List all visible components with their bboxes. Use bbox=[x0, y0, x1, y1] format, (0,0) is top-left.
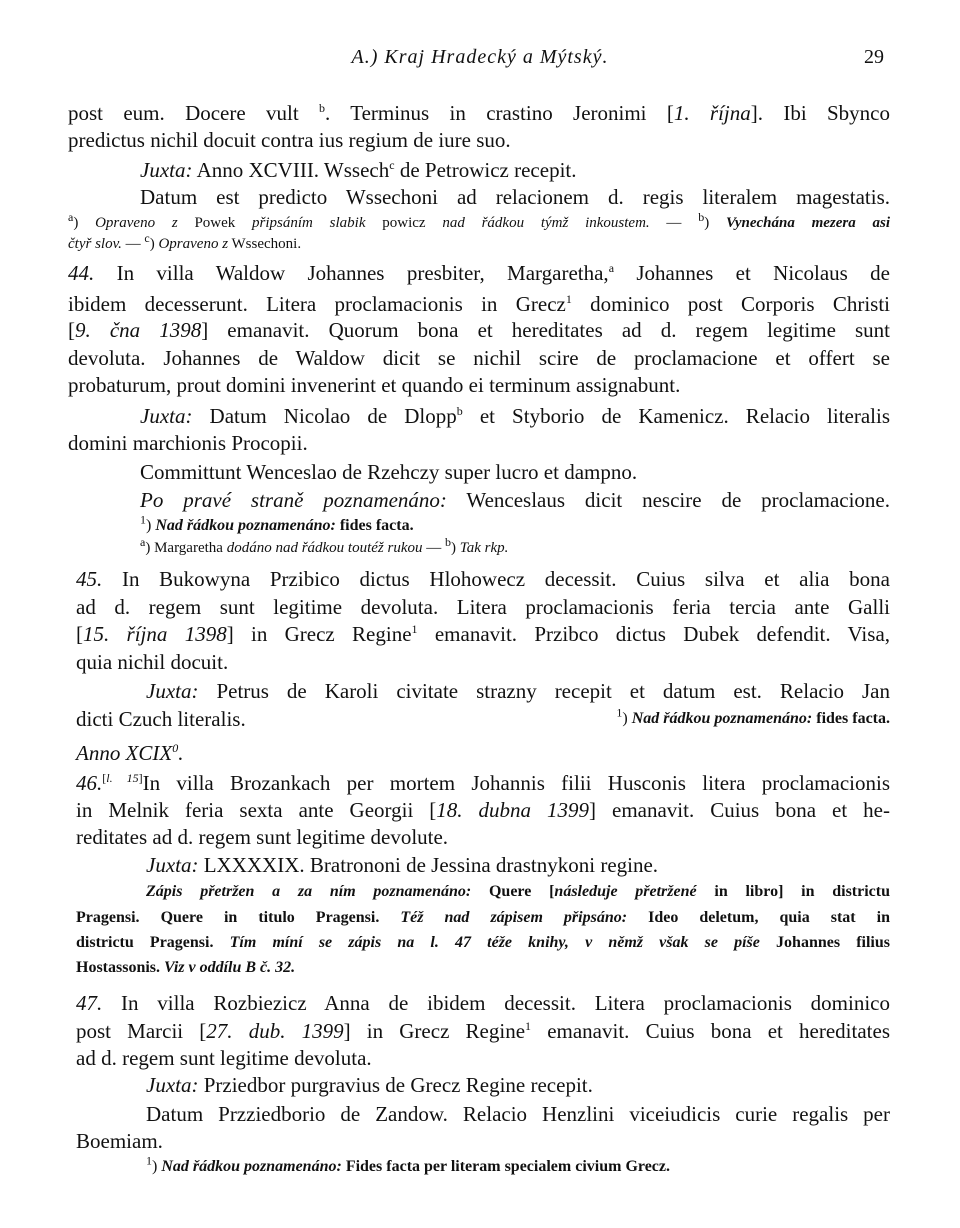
entry-46-note: Pragensi. Quere in titulo Pragensi. Též nad zápisem připsáno: Ideo deletum, quia stat in bbox=[76, 909, 891, 926]
text-line: post eum. Docere vult $^b$. Terminus in crastino Jeronimi [1. října]. Ibi Sbynco bbox=[68, 101, 890, 125]
header-title: A.) Kraj Hradecký a Mýtský. bbox=[351, 46, 609, 68]
entry-47-line: Juxta: Prziedbor purgravius de Grecz Regine recepit. bbox=[146, 1073, 593, 1097]
entry-46-note: Hostassonis. Viz v oddílu B č. 32. bbox=[76, 959, 296, 976]
entry-44-line: Committunt Wenceslao de Rzehczy super lucro et dampno. bbox=[140, 460, 638, 484]
footnote-line: čtyř slov. — $^c$) Opraveno z Wssechoni. bbox=[68, 231, 302, 252]
entry-45-line: 45. In Bukowyna Przibico dictus Hlohowecz decessit. Cuius silva et alia bona bbox=[76, 567, 890, 591]
entry-44-line: probaturum, prout domini invenerint et quando ei terminum assignabunt. bbox=[68, 373, 681, 397]
entry-45-line: [15. října 1398] in Grecz Regine$^1$ emanavit. Przibco dictus Dubek defendit. Visa, bbox=[76, 622, 891, 646]
entry-44-line: ibidem decesserunt. Litera proclamacionis in Grecz$^1$ dominico post Corporis Christi bbox=[68, 292, 890, 316]
entry-44-line: [9. čna 1398] emanavit. Quorum bona et hereditates ad d. regem legitime sunt bbox=[68, 318, 890, 342]
entry-46-line: 46.[l. 15]In villa Brozankach per mortem Johannis filii Husconis litera proclamacionis bbox=[76, 771, 890, 795]
entry-45-line: quia nichil docuit. bbox=[76, 650, 229, 674]
entry-45-line: ad d. regem sunt legitime devoluta. Litera proclamacionis feria tercia ante Galli bbox=[76, 595, 890, 619]
footnote-line: $^1$) Nad řádkou poznamenáno: fides facta. bbox=[616, 705, 890, 727]
entry-44-line: devoluta. Johannes de Waldow dicit se nichil scire de proclamacione et offert se bbox=[68, 346, 890, 370]
running-header bbox=[0, 46, 960, 76]
entry-46-note: districtu Pragensi. Tím míní se zápis na l. 47 téže knihy, v němž však se píše Johannes filius bbox=[76, 934, 891, 951]
entry-47-line: ad d. regem sunt legitime devoluta. bbox=[76, 1046, 372, 1070]
entry-44-line: domini marchionis Procopii. bbox=[68, 431, 308, 455]
text-line: Juxta: Anno XCVIII. Wssech$^c$ de Petrowicz recepit. bbox=[140, 158, 577, 182]
entry-46-note: Zápis přetržen a za ním poznamenáno: Quere [následuje přetržené in libro] in districtu bbox=[146, 883, 891, 900]
entry-46-line: Juxta: LXXXXIX. Bratrononi de Jessina drastnykoni regine. bbox=[146, 853, 659, 877]
entry-47-line: Datum Przziedborio de Zandow. Relacio Henzlini viceiudicis curie regalis per bbox=[146, 1102, 890, 1126]
page-number: 29 bbox=[864, 46, 884, 68]
entry-47-line: post Marcii [27. dub. 1399] in Grecz Regine$^1$ emanavit. Cuius bona et hereditates bbox=[76, 1019, 890, 1043]
entry-44-line: 44. In villa Waldow Johannes presbiter, Margaretha,$^a$ Johannes et Nicolaus de bbox=[68, 261, 890, 285]
entry-45-line: Juxta: Petrus de Karoli civitate strazny recepit et datum est. Relacio Jan bbox=[146, 679, 890, 703]
entry-47-line: 47. In villa Rozbiezicz Anna de ibidem decessit. Litera proclamacionis dominico bbox=[76, 991, 890, 1015]
text-line: Datum est predicto Wssechoni ad relacionem d. regis literalem magestatis. bbox=[140, 185, 890, 209]
text-line: predictus nichil docuit contra ius regium de iure suo. bbox=[68, 128, 511, 152]
footnote-line: $^1$) Nad řádkou poznamenáno: Fides facta per literam specialem civium Grecz. bbox=[146, 1153, 671, 1175]
entry-45-line: dicti Czuch literalis. bbox=[76, 707, 246, 731]
entry-47-line: Boemiam. bbox=[76, 1129, 163, 1153]
year-heading: Anno XCIX$^0$. bbox=[76, 741, 184, 765]
footnote-line: $^a$) Opraveno z Powek připsáním slabik powicz nad řádkou týmž inkoustem. — $^b$) Vynechána mezera asi bbox=[68, 210, 891, 231]
footnote-line: $^a$) Margaretha dodáno nad řádkou toutéž rukou — $^b$) Tak rkp. bbox=[140, 535, 509, 556]
entry-46-line: in Melnik feria sexta ante Georgii [18. dubna 1399] emanavit. Cuius bona et he- bbox=[76, 798, 890, 822]
footnote-line: $^1$) Nad řádkou poznamenáno: fides facta. bbox=[140, 512, 414, 534]
entry-46-line: reditates ad d. regem sunt legitime devolute. bbox=[76, 825, 449, 849]
entry-44-line: Juxta: Datum Nicolao de Dlopp$^b$ et Styborio de Kamenicz. Relacio literalis bbox=[140, 404, 891, 428]
entry-44-line: Po pravé straně poznamenáno: Wenceslaus dicit nescire de proclamacione. bbox=[140, 488, 891, 512]
